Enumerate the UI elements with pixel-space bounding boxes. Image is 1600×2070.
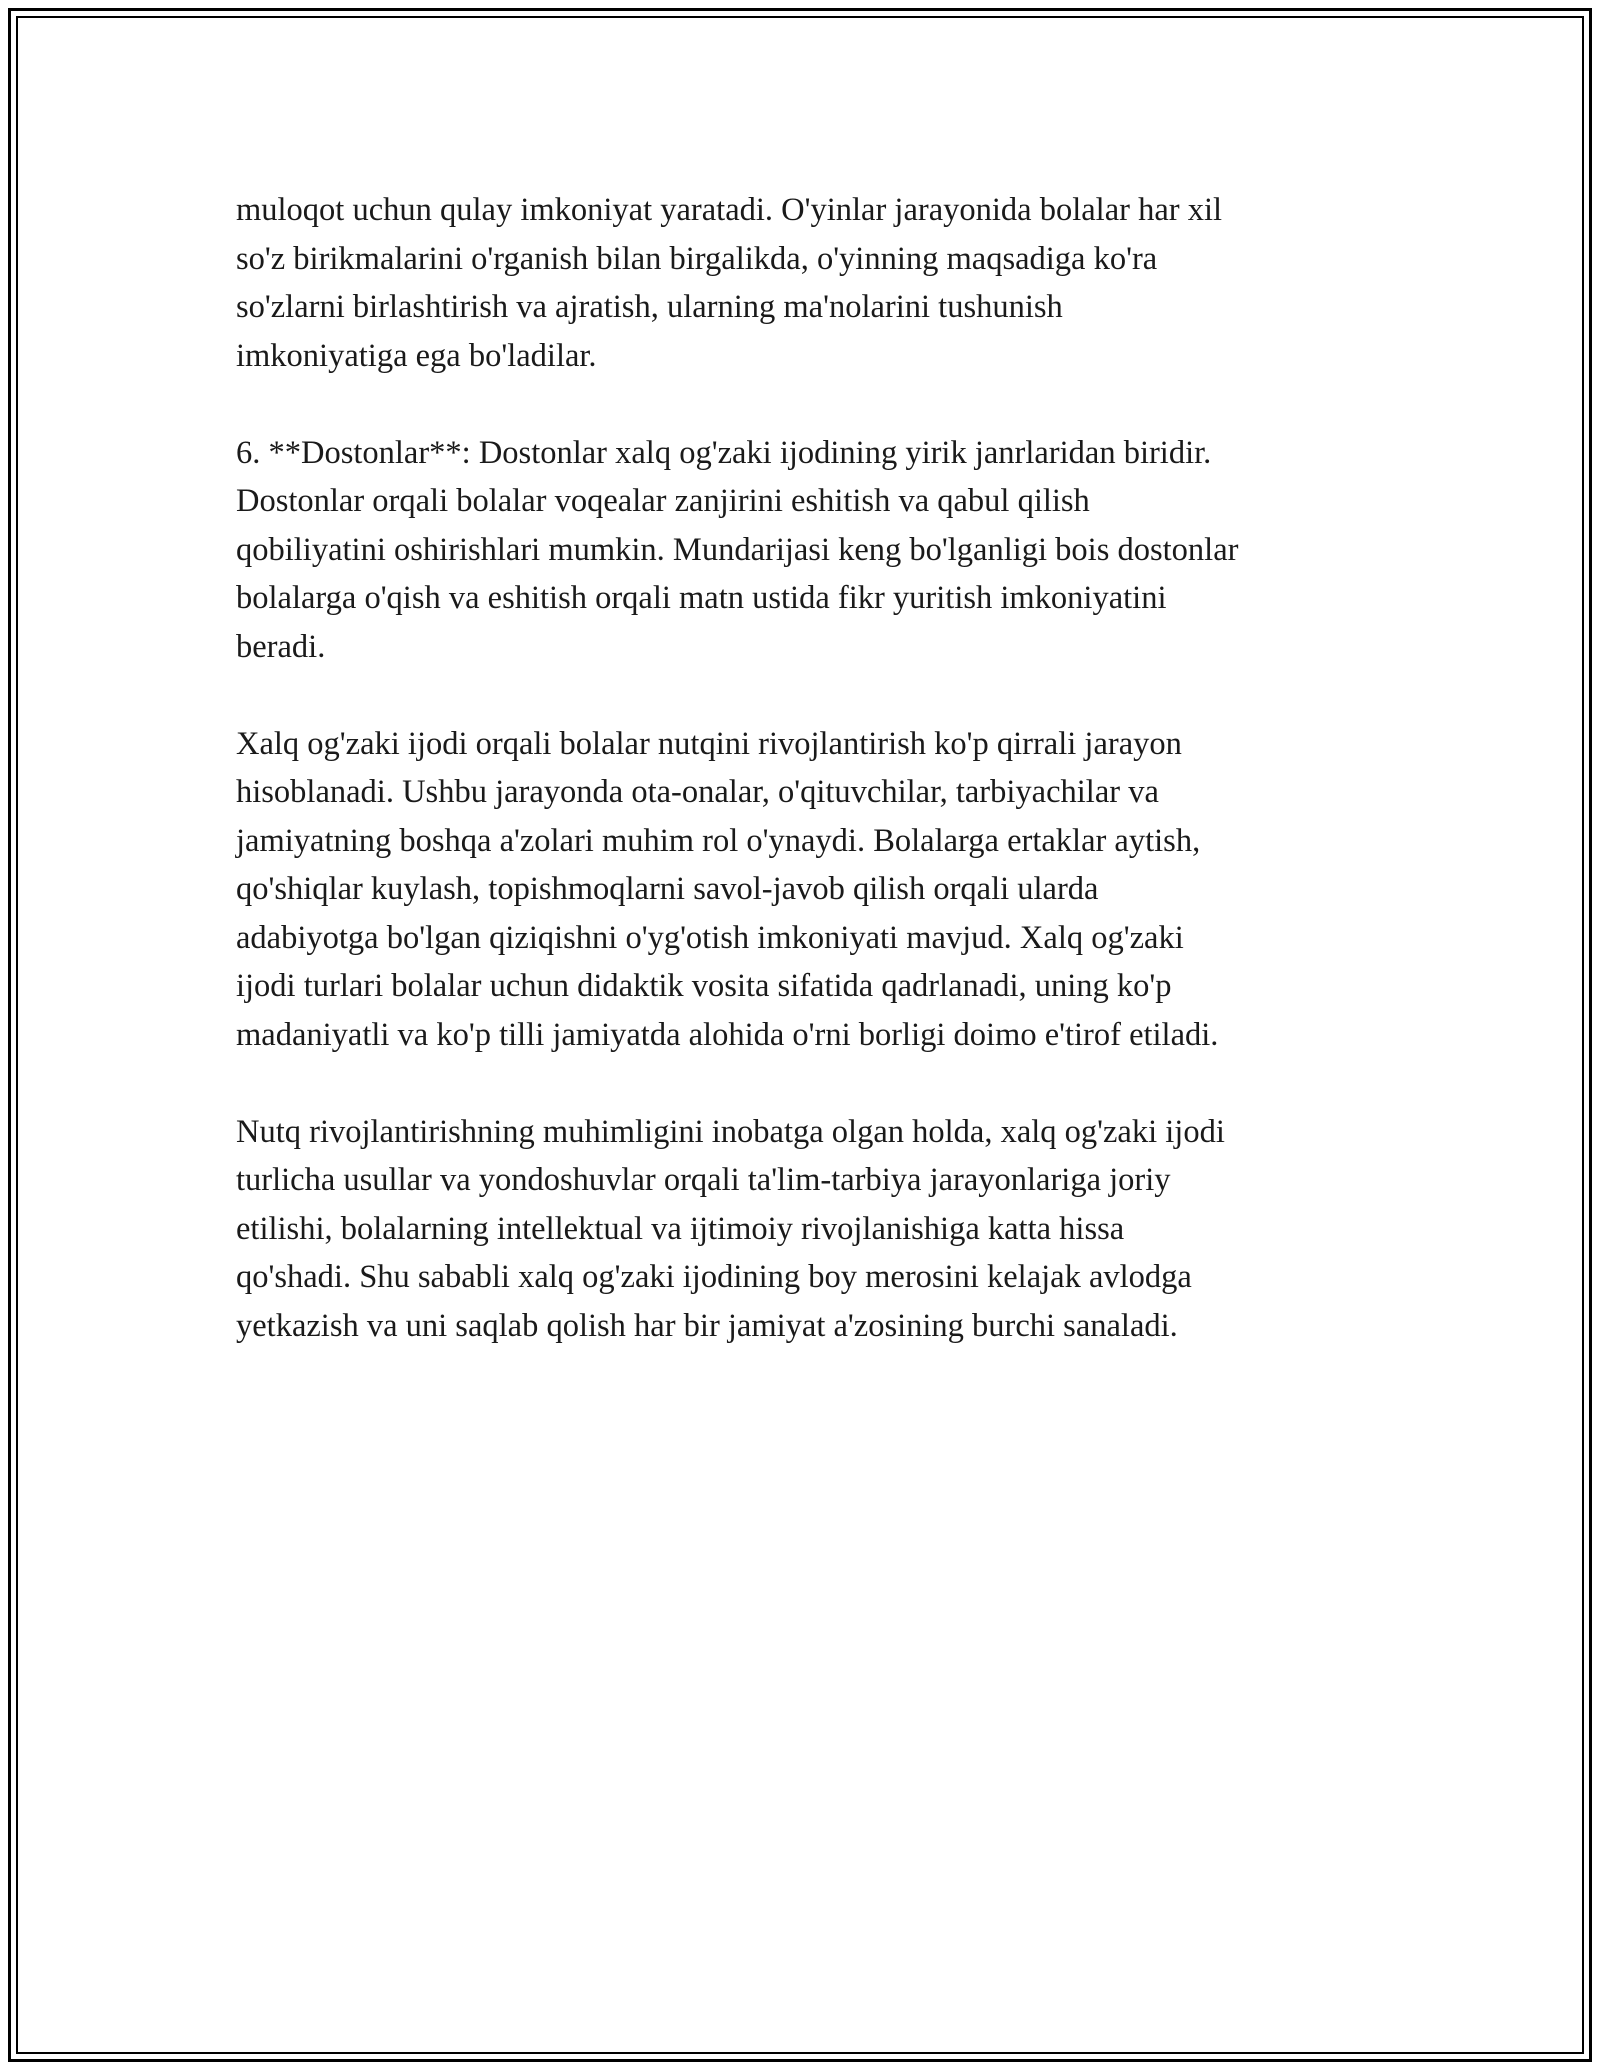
text-line: qo'shiqlar kuylash, topishmoqlarni savol-javob qilish orqali ularda [236,871,1099,907]
text-line: yetkazish va uni saqlab qolish har bir jamiyat a'zosining burchi sanaladi. [236,1307,1178,1344]
text-line: muloqot uchun qulay imkoniyat yaratadi. O'yinlar jarayonida bolalar har xil [236,192,1222,228]
text-line: Dostonlar orqali bolalar voqealar zanjirini eshitish va qabul qilish [236,483,1090,519]
text-line: 6. **Dostonlar**: Dostonlar xalq og'zaki ijodining yirik janrlaridan biridir. [236,434,1212,471]
paragraph-games [236,186,1396,380]
paragraph-speech-development [236,720,1396,1060]
text-line: etilishi, bolalarning intellektual va ijtimoiy rivojlanishiga katta hissa [236,1210,1125,1247]
text-line: beradi. [236,628,326,665]
text-line: hisoblanadi. Ushbu jarayonda ota-onalar, o'qituvchilar, tarbiyachilar va [236,774,1159,810]
text-line: adabiyotga bo'lgan qiziqishni o'yg'otish imkoniyati mavjud. Xalq og'zaki [236,919,1184,956]
text-line: so'zlarni birlashtirish va ajratish, ularning ma'nolarini tushunish [236,289,1063,325]
text-line: ijodi turlari bolalar uchun didaktik vosita sifatida qadrlanadi, uning ko'p [236,968,1172,1004]
text-line: bolalarga o'qish va eshitish orqali matn ustida fikr yuritish imkoniyatini [236,580,1167,616]
document-body [236,186,1396,1399]
text-line: madaniyatli va ko'p tilli jamiyatda alohida o'rni borligi doimo e'tirof etiladi. [236,1016,1219,1053]
text-line: Nutq rivojlantirishning muhimligini inobatga olgan holda, xalq og'zaki ijodi [236,1113,1225,1150]
paragraph-dostonlar [236,429,1396,672]
paragraph-conclusion [236,1108,1396,1351]
text-line: so'z birikmalarini o'rganish bilan birgalikda, o'yinning maqsadiga ko'ra [236,240,1158,277]
text-line: jamiyatning boshqa a'zolari muhim rol o'ynaydi. Bolalarga ertaklar aytish, [236,822,1201,859]
text-line: turlicha usullar va yondoshuvlar orqali ta'lim-tarbiya jarayonlariga joriy [236,1162,1171,1198]
text-line: imkoniyatiga ega bo'ladilar. [236,337,597,374]
text-line: Xalq og'zaki ijodi orqali bolalar nutqini rivojlantirish ko'p qirrali jarayon [236,725,1182,762]
text-line: qobiliyatini oshirishlari mumkin. Mundarijasi keng bo'lganligi bois dostonlar [236,531,1239,568]
text-line: qo'shadi. Shu sababli xalq og'zaki ijodining boy merosini kelajak avlodga [236,1259,1192,1295]
